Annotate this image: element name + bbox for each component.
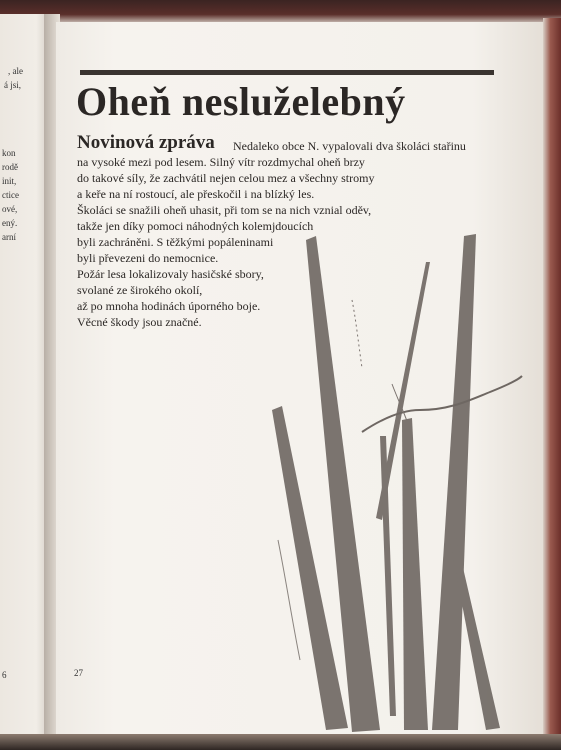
grass-curl <box>362 376 522 432</box>
left-page-fragment: ený. <box>2 218 18 228</box>
article-line: na vysoké mezi pod lesem. Silný vítr rozdmychal oheň brzy <box>77 155 365 169</box>
article-line: Požár lesa lokalizovaly hasičské sbory, <box>77 267 264 281</box>
left-page-fragment: ové, <box>2 204 18 214</box>
article-line: svolané ze širokého okolí, <box>77 283 203 297</box>
left-page-fragment: á jsi, <box>4 80 21 90</box>
left-page-fragment: rodě <box>2 162 18 172</box>
article-line: takže jen díky pomoci náhodných kolemjdoucích <box>77 219 314 233</box>
article-line: až po mnoha hodinách úporného boje. <box>77 299 261 313</box>
article-line: do takové síly, že zachvátil nejen celou mez a všechny stromy <box>77 171 375 185</box>
article-line: Školáci se snažili oheň uhasit, při tom se na nich vznial oděv, <box>77 203 372 217</box>
left-page-fragment: init, <box>2 176 17 186</box>
left-page-fragment: , ale <box>8 66 23 76</box>
article-line: a keře na ní rostoucí, ale přeskočil i na blízký les. <box>77 187 315 201</box>
left-page-fragment: kon <box>2 148 16 158</box>
article-title: Oheň nesluželebný <box>76 79 406 124</box>
grass-blade <box>402 418 428 730</box>
left-page-fragment: arní <box>2 232 16 242</box>
grass-stroke <box>352 300 362 368</box>
left-page-fragment: ctice <box>2 190 19 200</box>
article-line: byli převezeni do nemocnice. <box>77 251 219 265</box>
article-subheading: Novinová zpráva <box>77 132 215 153</box>
grass-blade <box>432 234 476 730</box>
article-line: Nedaleko obce N. vypalovali dva školáci stařinu <box>233 139 466 153</box>
grass-stroke <box>278 540 300 660</box>
article-line: Věcné škody jsou značné. <box>77 315 202 329</box>
left-page-number: 6 <box>2 670 7 680</box>
article-line: byli zachráněni. S těžkými popáleninami <box>77 235 274 249</box>
page-number: 27 <box>74 668 83 678</box>
